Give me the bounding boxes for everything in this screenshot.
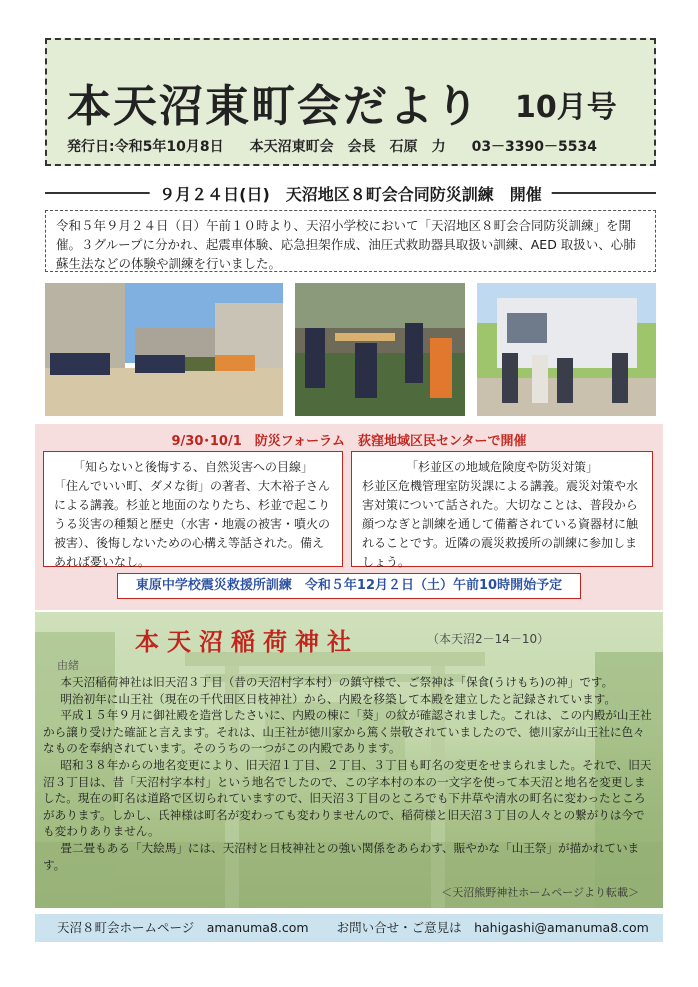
drill-heading (45, 180, 656, 206)
shrine-title: 本天沼稲荷神社 (135, 628, 359, 656)
forum-title: 9/30･10/1 防災フォーラム 荻窪地域区民センターで開催 (171, 434, 527, 449)
lecture-title: 「杉並区の地域危険度や防災対策」 (405, 460, 598, 474)
photo-quake-simulator-truck (477, 283, 656, 416)
photo-stretcher-training (295, 283, 465, 416)
history-paragraph: 明治初年に山王社（現在の千代田区日枝神社）から、内殿を移築して本殿を建立したと記録されています。 (60, 691, 616, 706)
masthead (45, 38, 656, 166)
issue-label: 10月号 (515, 90, 617, 125)
drill-heading-text: ９月２４日(日) 天沼地区８町会合同防災訓練 開催 (149, 182, 552, 205)
forum-lecture-right (351, 451, 653, 567)
photo-schoolyard-assembly (45, 283, 283, 416)
shrine-section (35, 612, 663, 908)
lecture-body: 杉並区危機管理室防災課による講義。震災対策や水害対策について話された。大切なことは、普段から顔つなぎと訓練を通して備蓄されている資器材に触れることです。近隣の震災救援所の訓練に参加しましょう。 (362, 479, 639, 569)
lecture-body: 「住んでいい町、ダメな街」の著者、大木裕子さんによる講義。杉並と地面のなりたち、杉並で起こりうる災害の種類と歴史（水害・地震の被害・噴火の被害）、後悔しないための心構え等話された。備えあれば憂いなし。 (54, 479, 331, 569)
footer-bar (35, 914, 663, 942)
history-paragraph: 本天沼稲荷神社は旧天沼３丁目（昔の天沼村字本村）の鎮守様で、ご祭神は「保食(うけもち)の神」です。 (60, 675, 614, 689)
contact-email[interactable]: お問い合せ・ご意見は hahigashi@amanuma8.com (336, 920, 649, 935)
source-credit: ＜天沼熊野神社ホームページより転載＞ (441, 886, 639, 899)
upcoming-drill-notice: 東原中学校震災救援所訓練 令和５年12月２日（土）午前10時開始予定 (117, 573, 581, 599)
phone-number: 03－3390－5534 (471, 139, 597, 155)
drill-description: 令和５年９月２４日（日）午前１０時より、天沼小学校において「天沼地区８町会合同防災訓練」を開催。３グループに分かれ、起震車体験、応急担架作成、油圧式救助器具取扱い訓練、AED 取扱い、心肺蘇生法などの体験や訓練を行いました。 (45, 210, 656, 272)
shrine-address: （本天沼2－14－10） (427, 632, 550, 646)
lecture-title: 「知らないと後悔する、自然災害への目線」 (72, 460, 313, 474)
publish-date: 発行日:令和5年10月8日 (67, 139, 224, 155)
forum-section (35, 424, 663, 610)
history-paragraph: 昭和３８年からの地名変更により、旧天沼１丁目、２丁目、３丁目も町名の変更をせまられました。それで、旧天沼３丁目は、昔「天沼村字本村」という地名でしたので、この字本村の本の一文字を使って本天沼と地名を変更しました。現在の町名は道路で区切られていますので、旧天沼３丁目のところでも下井草や清水の町名に変わったところがあります。しかし、氏神様は町名が変わっても変わりませんので、稲荷様と旧天沼３丁目の人々との繋がりは今でも変わりありません。 (43, 757, 652, 839)
shrine-history (43, 674, 655, 873)
publication-info (67, 136, 597, 156)
publisher: 本天沼東町会 会長 石原 力 (249, 139, 446, 155)
shrine-history-label: 由緒 (57, 659, 79, 672)
history-paragraph: 畳二畳もある「大絵馬」には、天沼村と日枝神社との強い関係をあらわす、賑やかな「山王祭」が描かれています。 (43, 840, 640, 872)
forum-lecture-left (43, 451, 343, 567)
history-paragraph: 平成１５年９月に御社殿を造営したさいに、内殿の棟に「葵」の紋が確認されました。これは、この内殿が山王社から譲り受けた確証と言えます。それは、山王社が徳川家から篤く崇敬されていましたので、徳川家が山王社に色々なものを奉納されています。そのうちの一つがこの内殿であります。 (43, 708, 652, 756)
homepage-link[interactable]: 天沼８町会ホームページ amanuma8.com (57, 920, 309, 935)
drill-photos (45, 283, 656, 416)
newsletter-title: 本天沼東町会だより (67, 81, 481, 132)
